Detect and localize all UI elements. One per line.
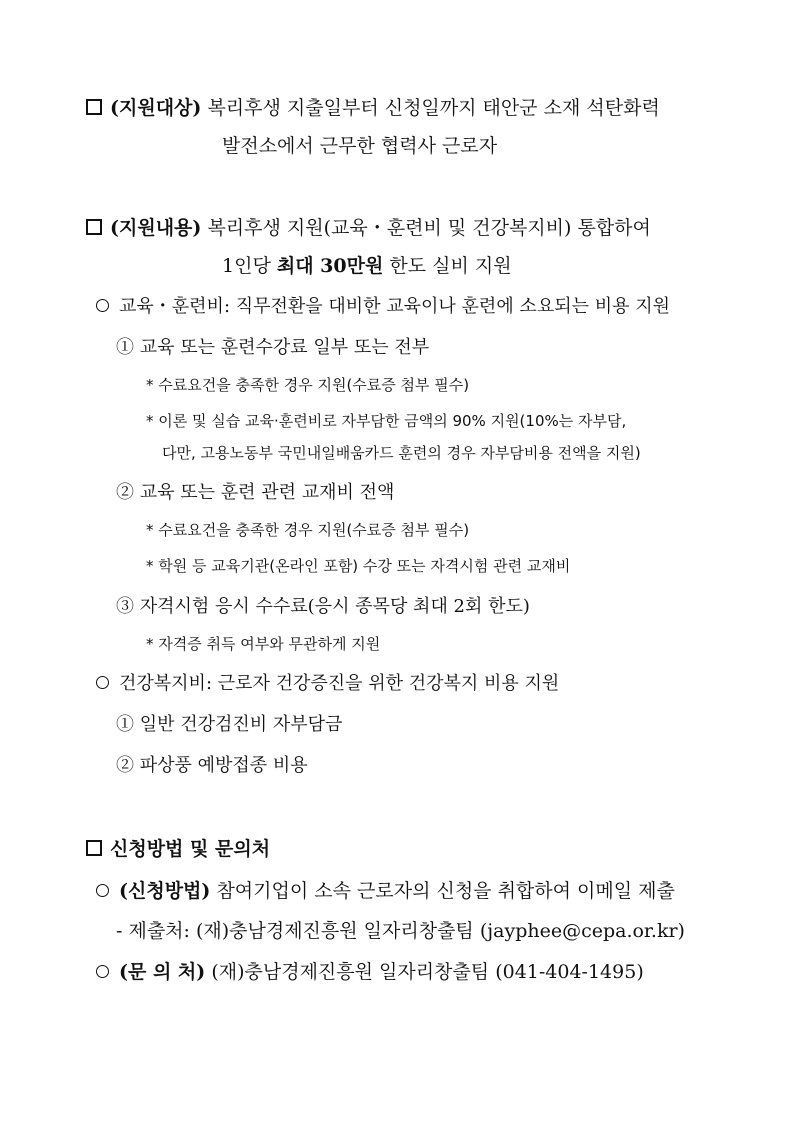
edu-heading <box>96 292 670 318</box>
edu-item-2: ② 교육 또는 훈련 관련 교재비 전액 <box>116 482 395 503</box>
circle-bullet-icon <box>96 676 109 689</box>
health-item-2: ② 파상풍 예방접종 비용 <box>116 755 308 776</box>
content-text-2-pre: 1인당 <box>222 255 277 277</box>
content-text-2-post: 한도 실비 지원 <box>383 255 512 277</box>
circle-bullet-icon <box>96 299 109 312</box>
edu-item-1: ① 교육 또는 훈련수강료 일부 또는 전부 <box>116 337 430 358</box>
apply-method <box>96 876 675 903</box>
health-item-1: ① 일반 건강검진비 자부담금 <box>116 714 343 735</box>
content-line-2 <box>222 251 512 278</box>
contact <box>96 957 644 984</box>
target-text-2: 발전소에서 근무한 협력사 근로자 <box>222 135 498 157</box>
health-heading <box>96 669 559 695</box>
target-text-1: 복리후생 지출일부터 신청일까지 태안군 소재 석탄화력 <box>207 97 660 119</box>
method-label: (신청방법) <box>119 880 211 902</box>
submit-line: - 제출처: (재)충남경제진흥원 일자리창출팀 (jayphee@cepa.or.kr) <box>116 920 685 942</box>
target-line-1 <box>86 93 660 120</box>
content-text-1: 복리후생 지원(교육・훈련비 및 건강복지비) 통합하여 <box>207 217 651 239</box>
edu-item-2-note-2: * 학원 등 교육기관(온라인 포함) 수강 또는 자격시험 관련 교재비 <box>146 557 571 575</box>
edu-heading-text: 교육・훈련비: 직무전환을 대비한 교육이나 훈련에 소요되는 비용 지원 <box>119 296 670 317</box>
health-heading-text: 건강복지비: 근로자 건강증진을 위한 건강복지 비용 지원 <box>119 673 560 694</box>
target-label: (지원대상) <box>110 97 202 119</box>
method-text: 참여기업이 소속 근로자의 신청을 취합하여 이메일 제출 <box>216 880 675 902</box>
checkbox-square-icon <box>86 840 102 856</box>
edu-item-1-note-1: * 수료요건을 충족한 경우 지원(수료증 첨부 필수) <box>146 376 470 394</box>
circle-bullet-icon <box>96 965 109 978</box>
content-label: (지원내용) <box>110 217 202 239</box>
circle-bullet-icon <box>96 884 109 897</box>
edu-item-1-note-2a: * 이론 및 실습 교육·훈련비로 자부담한 금액의 90% 지원(10%는 자부담, <box>146 412 627 430</box>
edu-item-2-note-1: * 수료요건을 충족한 경우 지원(수료증 첨부 필수) <box>146 521 470 539</box>
max-amount: 최대 30만원 <box>276 255 384 277</box>
edu-item-1-note-2b: 다만, 고용노동부 국민내일배움카드 훈련의 경우 자부담비용 전액을 지원) <box>162 444 641 462</box>
apply-title <box>86 834 270 861</box>
edu-item-3-note-1: * 자격증 취득 여부와 무관하게 지원 <box>146 635 381 653</box>
apply-title-text: 신청방법 및 문의처 <box>110 838 271 860</box>
checkbox-square-icon <box>86 99 102 115</box>
checkbox-square-icon <box>86 219 102 235</box>
contact-label: (문 의 처) <box>119 961 206 983</box>
edu-item-3: ③ 자격시험 응시 수수료(응시 종목당 최대 2회 한도) <box>116 596 530 617</box>
content-line-1 <box>86 213 651 240</box>
contact-text: (재)충남경제진흥원 일자리창출팀 (041-404-1495) <box>211 961 644 983</box>
